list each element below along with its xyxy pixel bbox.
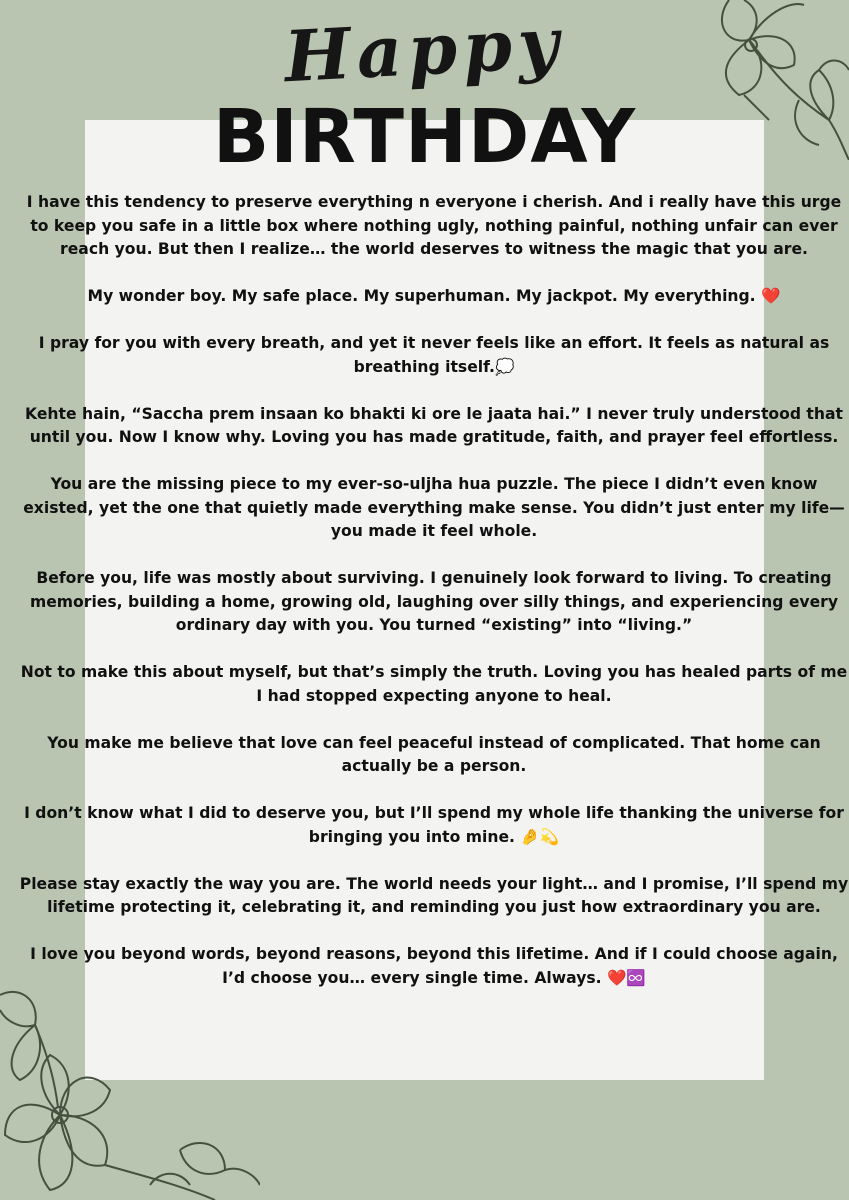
paragraph: You are the missing piece to my ever-so-uljha hua puzzle. The piece I didn’t even know existed, yet the one that quietly made everything make sense. You didn’t just enter my life—you made it feel whole. (23, 475, 845, 540)
paragraph: Not to make this about myself, but that’s simply the truth. Loving you has healed parts of me I had stopped expecting anyone to heal. (20, 663, 848, 705)
paragraph: Before you, life was mostly about surviving. I genuinely look forward to living. To creating memories, building a home, growing old, laughing over silly things, and experiencing every ordinary day with you. You turned “existing” into “living.” (29, 569, 839, 634)
paragraph: I love you beyond words, beyond reasons, beyond this lifetime. And if I could choose again, I’d choose you… every single time. Always. ❤️♾️ (30, 945, 838, 987)
happy-heading: Happy (282, 0, 567, 99)
paragraph: Kehte hain, “Saccha prem insaan ko bhakti ki ore le jaata hai.” I never truly understood that until you. Now I know why. Loving you has made gratitude, faith, and prayer feel effortless. (25, 404, 843, 446)
paragraph: Please stay exactly the way you are. The world needs your light… and I promise, I’ll spend my lifetime protecting it, celebrating it, and reminding you just how extraordinary you are. (19, 874, 849, 916)
flower-outline-icon (0, 985, 260, 1200)
paragraph: I have this tendency to preserve everything n everyone i cherish. And i really have this urge to keep you safe in a little box where nothing ugly, nothing painful, nothing unfair can ever reach you. But then I realize… the world deserves to witness the magic that you are. (26, 193, 842, 258)
paragraph: My wonder boy. My safe place. My superhuman. My jackpot. My everything. ❤️ (87, 287, 781, 305)
paragraph: You make me believe that love can feel peaceful instead of complicated. That home can actually be a person. (47, 733, 821, 775)
paragraph: I don’t know what I did to deserve you, but I’ll spend my whole life thanking the universe for bringing you into mine. 🤌💫 (24, 804, 844, 846)
letter-body (18, 191, 849, 1014)
birthday-heading: BIRTHDAY (212, 94, 637, 180)
paragraph: I pray for you with every breath, and yet it never feels like an effort. It feels as natural as breathing itself.💭 (38, 334, 830, 376)
